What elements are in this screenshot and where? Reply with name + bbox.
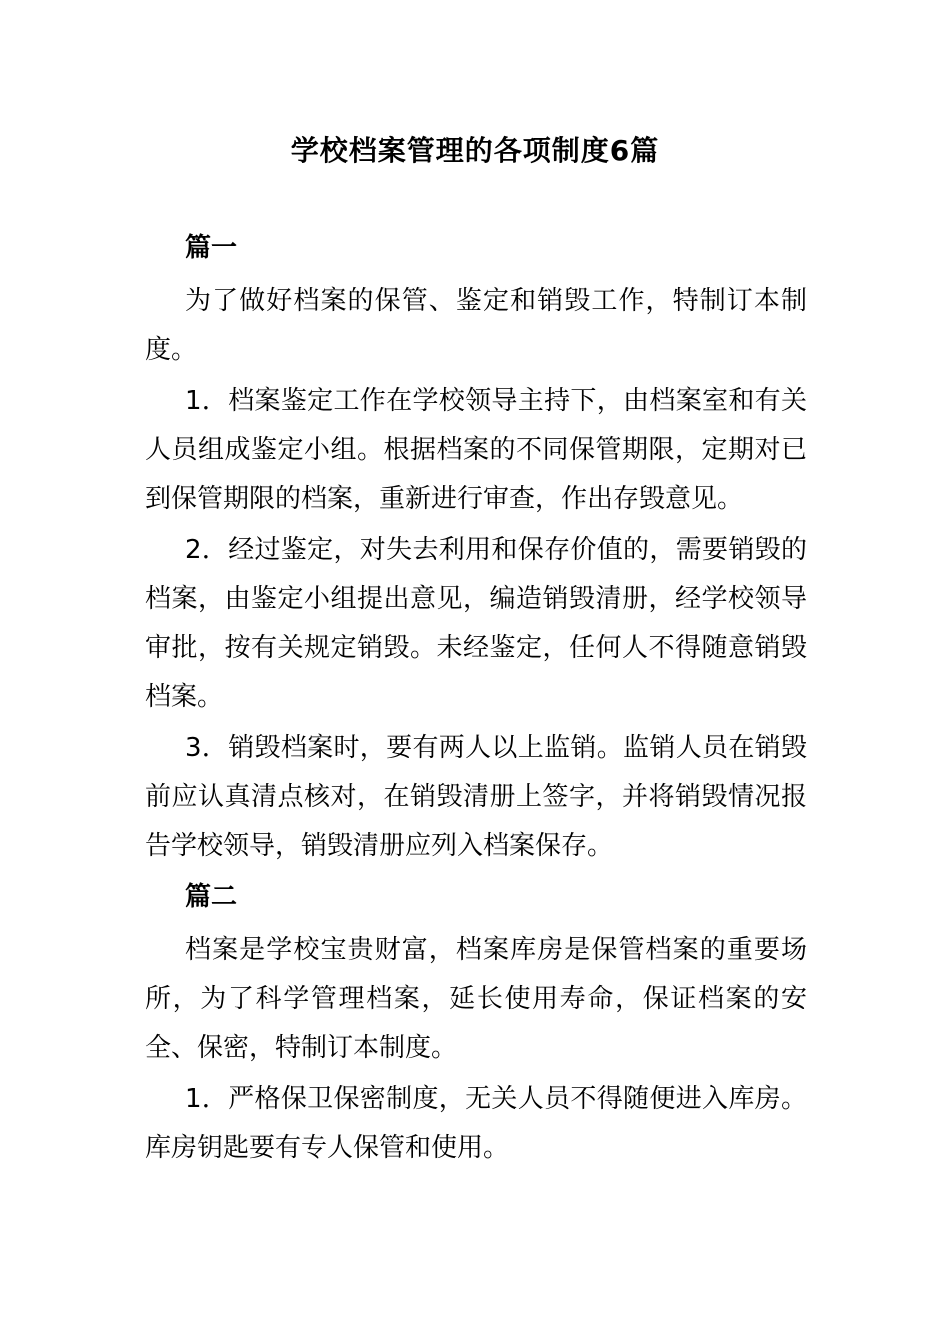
paragraph: 2．经过鉴定，对失去利用和保存价值的，需要销毁的档案，由鉴定小组提出意见，编造销毁清册，经学校领导审批，按有关规定销毁。未经鉴定，任何人不得随意销毁档案。 [145, 535, 807, 712]
paragraph: 为了做好档案的保管、鉴定和销毁工作，特制订本制度。 [145, 286, 807, 365]
paragraph: 1．严格保卫保密制度，无关人员不得随便进入库房。库房钥匙要有专人保管和使用。 [145, 1084, 807, 1163]
paragraph: 1．档案鉴定工作在学校领导主持下，由档案室和有关人员组成鉴定小组。根据档案的不同保管期限，定期对已到保管期限的档案，重新进行审查，作出存毁意见。 [145, 386, 807, 514]
document-title: 学校档案管理的各项制度6篇 [290, 134, 660, 167]
section-heading-1: 篇一 [185, 233, 238, 263]
document-body [145, 224, 807, 1175]
section-heading-2: 篇二 [185, 882, 238, 912]
paragraph: 3．销毁档案时，要有两人以上监销。监销人员在销毁前应认真清点核对，在销毁清册上签字，并将销毁情况报告学校领导，销毁清册应列入档案保存。 [145, 733, 807, 861]
paragraph: 档案是学校宝贵财富，档案库房是保管档案的重要场所，为了科学管理档案，延长使用寿命，保证档案的安全、保密，特制订本制度。 [145, 935, 807, 1063]
